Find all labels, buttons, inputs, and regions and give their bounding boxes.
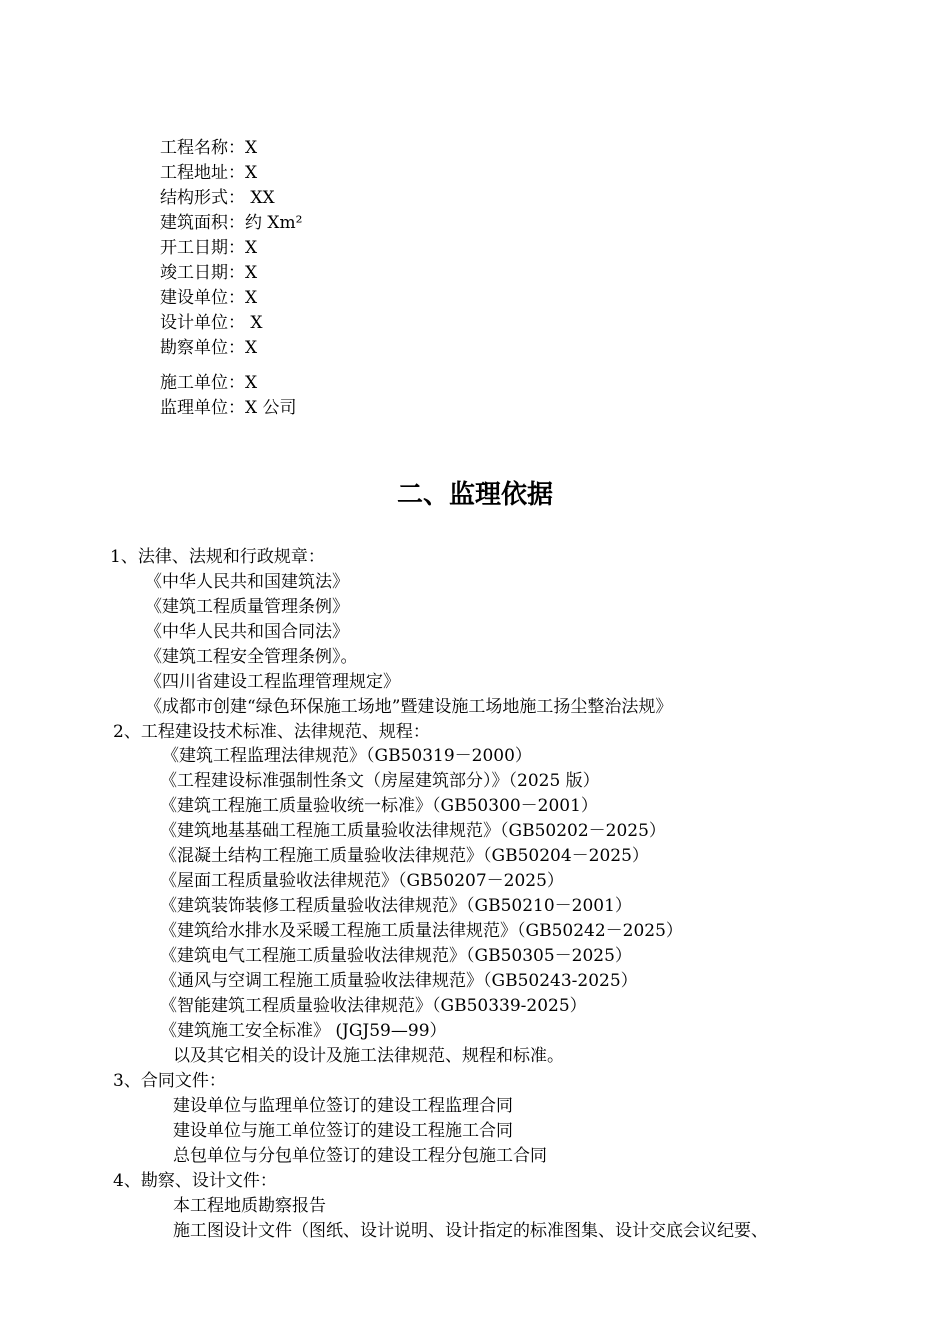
law-item: 《四川省建设工程监理管理规定》: [145, 672, 400, 692]
info-construction-unit: 施工单位：X: [160, 373, 258, 393]
standard-item: 《建筑装饰装修工程质量验收法律规范》（GB50210－2001）: [160, 896, 632, 916]
info-design-unit: 设计单位： X: [160, 313, 263, 333]
law-item: 《成都市创建“绿色环保施工场地”暨建设施工场地施工扬尘整治法规》: [145, 697, 673, 717]
info-owner-unit: 建设单位：X: [160, 288, 258, 308]
standard-item: 《建筑地基基础工程施工质量验收法律规范》（GB50202－2025）: [160, 821, 666, 841]
standard-item: 《建筑工程施工质量验收统一标准》（GB50300－2001）: [160, 796, 598, 816]
section-4-title: 4、勘察、设计文件：: [113, 1171, 277, 1191]
law-item: 《中华人民共和国合同法》: [145, 622, 349, 642]
standard-item: 《建筑电气工程施工质量验收法律规范》（GB50305－2025）: [160, 946, 632, 966]
standard-item: 《混凝土结构工程施工质量验收法律规范》（GB50204－2025）: [160, 846, 649, 866]
law-item: 《建筑工程质量管理条例》: [145, 597, 349, 617]
standard-note: 以及其它相关的设计及施工法律规范、规程和标准。: [173, 1046, 564, 1066]
contract-item: 建设单位与监理单位签订的建设工程监理合同: [173, 1096, 513, 1116]
contract-item: 建设单位与施工单位签订的建设工程施工合同: [173, 1121, 513, 1141]
section-3-title: 3、合同文件：: [113, 1071, 226, 1091]
standard-item: 《建筑工程监理法律规范》（GB50319－2000）: [162, 746, 532, 766]
info-project-address: 工程地址：X: [160, 163, 258, 183]
standard-item: 《工程建设标准强制性条文（房屋建筑部分）》（2025 版）: [160, 771, 600, 791]
info-survey-unit: 勘察单位：X: [160, 338, 258, 358]
standard-item: 《智能建筑工程质量验收法律规范》（GB50339-2025）: [160, 996, 587, 1016]
info-completion-date: 竣工日期：X: [160, 263, 258, 283]
contract-item: 总包单位与分包单位签订的建设工程分包施工合同: [173, 1146, 547, 1166]
design-file-item: 施工图设计文件（图纸、设计说明、设计指定的标准图集、设计交底会议纪要、: [173, 1221, 768, 1241]
section-2-title: 2、工程建设技术标准、法律规范、规程：: [113, 722, 430, 742]
standard-item: 《屋面工程质量验收法律规范》（GB50207－2025）: [160, 871, 564, 891]
info-structure-type: 结构形式： XX: [160, 188, 275, 208]
info-start-date: 开工日期：X: [160, 238, 258, 258]
standard-item: 《建筑施工安全标准》 (JGJ59—99）: [160, 1021, 447, 1041]
section-heading: 二、监理依据: [396, 480, 553, 510]
standard-item: 《建筑给水排水及采暖工程施工质量法律规范》（GB50242－2025）: [160, 921, 683, 941]
info-project-name: 工程名称：X: [160, 138, 258, 158]
law-item: 《建筑工程安全管理条例》。: [145, 647, 358, 667]
law-item: 《中华人民共和国建筑法》: [145, 572, 349, 592]
section-1-title: 1、法律、法规和行政规章：: [110, 547, 325, 567]
info-supervision-unit: 监理单位：X 公司: [160, 398, 297, 418]
standard-item: 《通风与空调工程施工质量验收法律规范》（GB50243-2025）: [160, 971, 638, 991]
design-file-item: 本工程地质勘察报告: [173, 1196, 326, 1216]
info-building-area: 建筑面积：约 Xm²: [160, 213, 303, 233]
